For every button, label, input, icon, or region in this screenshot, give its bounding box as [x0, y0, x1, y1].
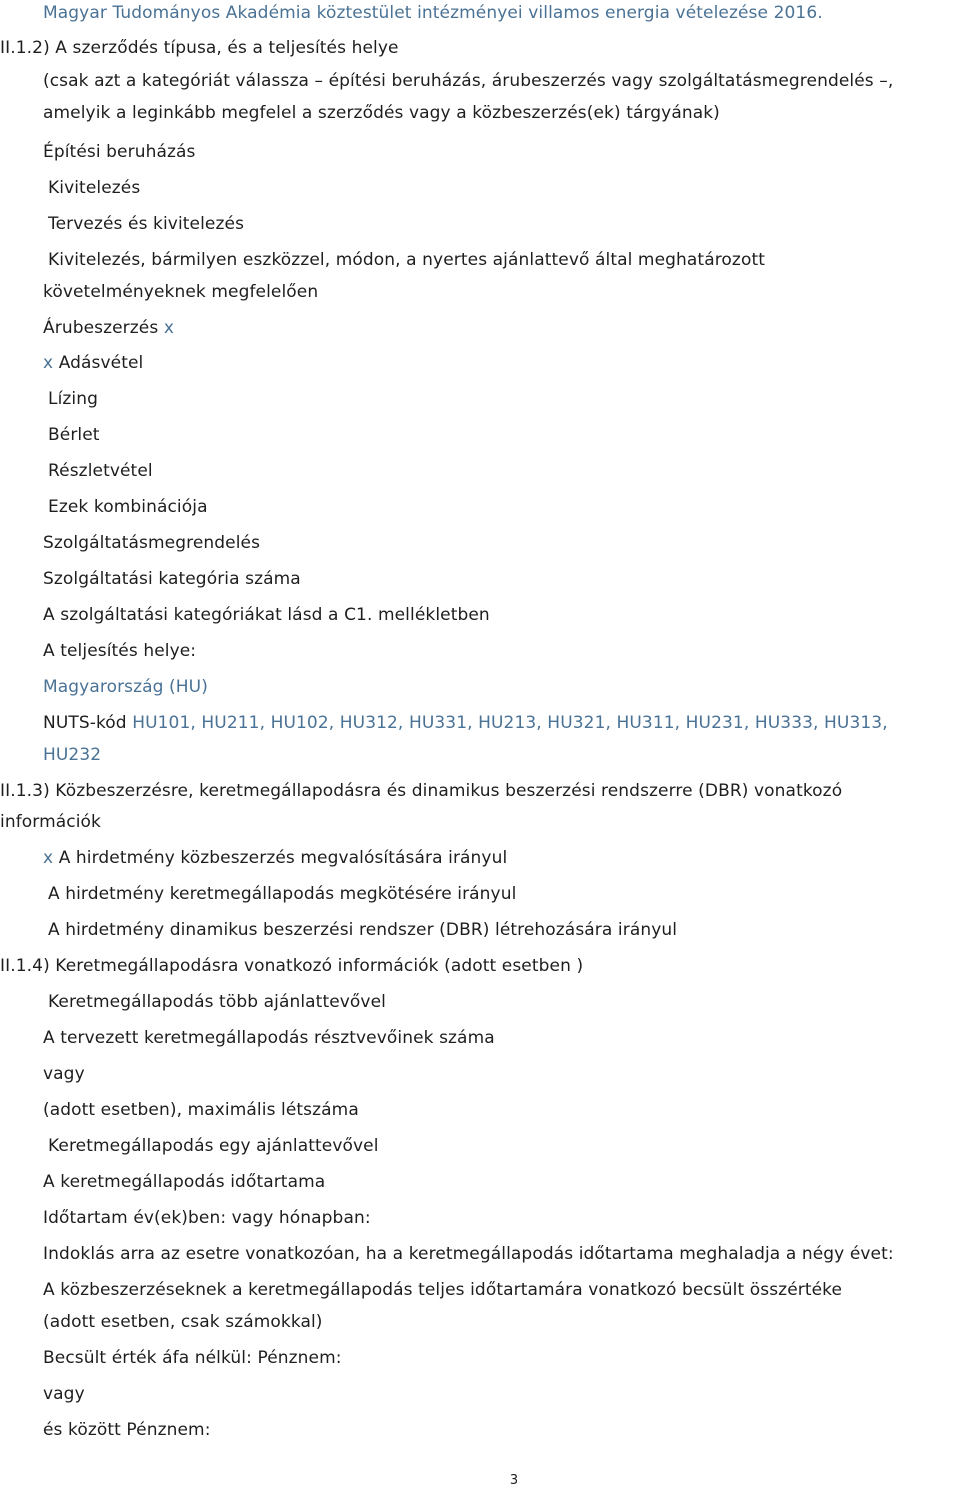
service-category-number: Szolgáltatási kategória száma	[43, 569, 301, 589]
nuts-code-line1	[43, 712, 888, 734]
estimated-value-line1: A közbeszerzéseknek a keretmegállapodás teljes időtartamára vonatkozó becsült összértéke	[43, 1280, 843, 1300]
supplies-category	[43, 317, 174, 339]
or-text-2: vagy	[43, 1384, 85, 1404]
nuts-codes: HU101, HU211, HU102, HU312, HU331, HU213, HU321, HU311, HU231, HU333, HU313,	[132, 713, 888, 733]
estimated-value-line2: (adott esetben, csak számokkal)	[43, 1312, 323, 1332]
framework-option: A hirdetmény keretmegállapodás megkötésére irányul	[48, 884, 517, 904]
lease-option: Lízing	[48, 389, 99, 409]
estimated-value-amount: Becsült érték áfa nélkül: Pénznem:	[43, 1348, 342, 1368]
procurement-selected-mark: x	[43, 848, 54, 868]
max-participants: (adott esetben), maximális létszáma	[43, 1100, 359, 1120]
framework-multi-option: Keretmegállapodás több ajánlattevővel	[48, 992, 386, 1012]
nuts-code-line2: HU232	[43, 745, 102, 765]
duration-value: Időtartam év(ek)ben: vagy hónapban:	[43, 1208, 371, 1228]
purchase-selected-mark: x	[43, 353, 54, 373]
section-heading-II-1-2: II.1.2) A szerződés típusa, és a teljesítés helye	[0, 38, 399, 58]
place-of-performance-value: Magyarország (HU)	[43, 677, 208, 697]
page-number: 3	[509, 1473, 519, 1488]
category-note-line1: (csak azt a kategóriát válassza – építési beruházás, árubeszerzés vagy szolgáltatásmegrendelés –,	[43, 71, 894, 91]
nuts-label: NUTS-kód	[43, 713, 127, 733]
section-heading-II-1-3-line2: információk	[0, 812, 101, 832]
procurement-label: A hirdetmény közbeszerzés megvalósítására irányul	[58, 848, 508, 868]
participants-count: A tervezett keretmegállapodás résztvevőinek száma	[43, 1028, 495, 1048]
duration-justification: Indoklás arra az esetre vonatkozóan, ha a keretmegállapodás időtartama meghaladja a négy évet:	[43, 1244, 894, 1264]
running-header: Magyar Tudományos Akadémia köztestület intézményei villamos energia vételezése 2016.	[43, 3, 823, 23]
place-of-performance-label: A teljesítés helye:	[43, 641, 197, 661]
dps-option: A hirdetmény dinamikus beszerzési rendszer (DBR) létrehozására irányul	[48, 920, 678, 940]
combination-option: Ezek kombinációja	[48, 497, 208, 517]
procurement-option	[43, 847, 507, 869]
works-design-option: Tervezés és kivitelezés	[48, 214, 245, 234]
hire-purchase-option: Részletvétel	[48, 461, 153, 481]
services-category: Szolgáltatásmegrendelés	[43, 533, 261, 553]
section-heading-II-1-4: II.1.4) Keretmegállapodásra vonatkozó információk (adott esetben )	[0, 956, 584, 976]
value-range: és között Pénznem:	[43, 1420, 211, 1440]
framework-duration: A keretmegállapodás időtartama	[43, 1172, 326, 1192]
rental-option: Bérlet	[48, 425, 100, 445]
framework-single-option: Keretmegállapodás egy ajánlattevővel	[48, 1136, 379, 1156]
purchase-option	[43, 352, 143, 374]
service-category-note: A szolgáltatási kategóriákat lásd a C1. mellékletben	[43, 605, 490, 625]
supplies-selected-mark: x	[163, 318, 174, 338]
purchase-label: Adásvétel	[58, 353, 144, 373]
section-heading-II-1-3-line1: II.1.3) Közbeszerzésre, keretmegállapodásra és dinamikus beszerzési rendszerre (DBR) vonatkozó	[0, 781, 843, 801]
works-any-means-line1: Kivitelezés, bármilyen eszközzel, módon, a nyertes ajánlattevő által meghatározott	[48, 250, 765, 270]
works-execution-option: Kivitelezés	[48, 178, 141, 198]
supplies-label: Árubeszerzés	[43, 318, 159, 338]
works-any-means-line2: követelményeknek megfelelően	[43, 282, 319, 302]
or-text-1: vagy	[43, 1064, 85, 1084]
category-note-line2: amelyik a leginkább megfelel a szerződés vagy a közbeszerzés(ek) tárgyának)	[43, 103, 720, 123]
works-category: Építési beruházás	[43, 142, 196, 162]
